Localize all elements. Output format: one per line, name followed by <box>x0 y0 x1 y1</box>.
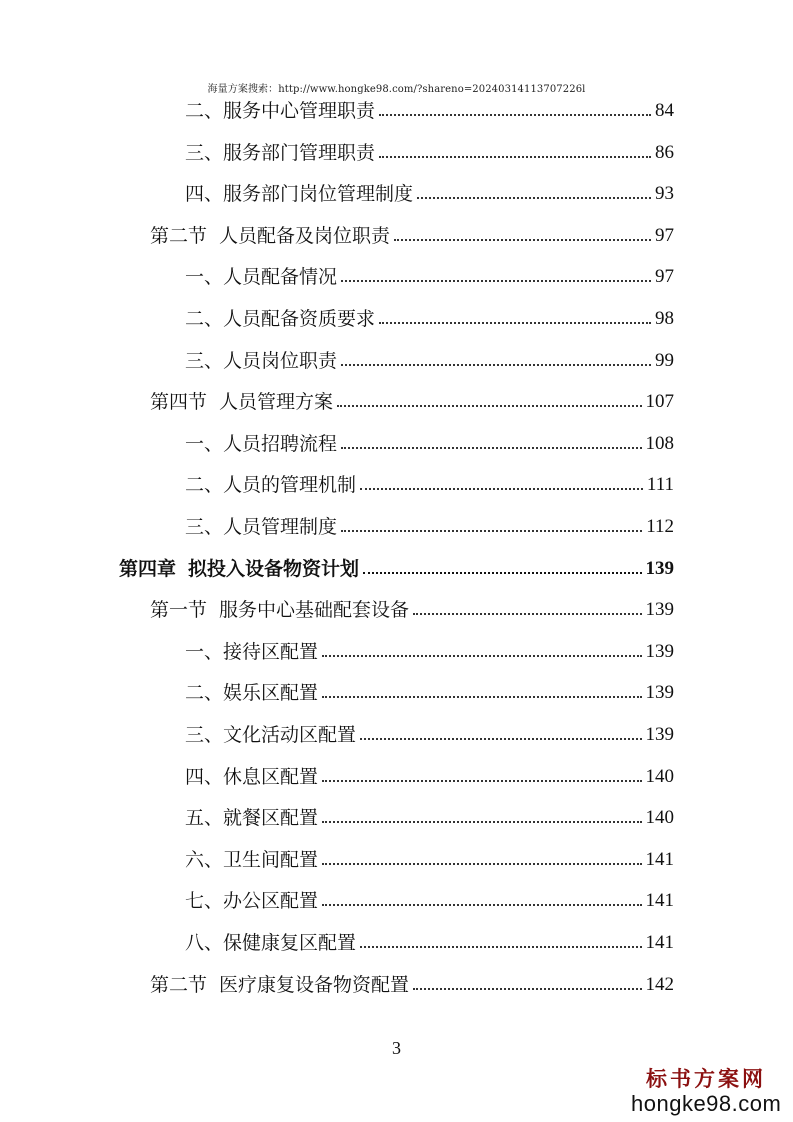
toc-entry-title: 就餐区配置 <box>223 807 319 830</box>
toc-entry-number: 二、 <box>185 100 224 122</box>
toc-entry-page: 141 <box>645 848 674 870</box>
toc-entry-number: 六、 <box>185 848 224 871</box>
toc-entry-title: 服务部门管理职责 <box>223 141 376 164</box>
page-header: 海量方案搜索：http://www.hongke98.com/?shareno=20240314113707226l <box>207 84 586 95</box>
toc-entry-number: 三、 <box>185 349 224 372</box>
toc-dot-leader <box>360 470 643 500</box>
toc-entry[interactable] <box>185 928 674 958</box>
toc-entry-page: 139 <box>645 724 674 745</box>
toc-entry-page: 97 <box>655 266 674 288</box>
toc-entry[interactable] <box>150 595 674 625</box>
watermark-title: 标书方案网 <box>646 1066 766 1091</box>
toc-entry[interactable] <box>185 96 674 126</box>
toc-entry-title: 拟投入设备物资计划 <box>188 557 360 580</box>
toc-entry[interactable] <box>185 304 674 334</box>
toc-entry-page: 139 <box>645 557 674 579</box>
toc-entry-title: 医疗康复设备物资配置 <box>219 973 410 996</box>
toc-entry[interactable] <box>185 678 674 708</box>
toc-entry-number: 第四章 <box>119 557 177 580</box>
toc-entry-page: 139 <box>645 682 674 704</box>
toc-entry-title: 接待区配置 <box>223 640 319 663</box>
toc-dot-leader <box>363 554 641 584</box>
toc-entry-title: 人员招聘流程 <box>223 432 338 455</box>
toc-entry-number: 一、 <box>185 640 224 663</box>
toc-entry-title: 卫生间配置 <box>223 848 319 871</box>
toc-entry-title: 人员管理制度 <box>223 516 338 538</box>
toc-entry-number: 三、 <box>185 516 224 538</box>
toc-entry-number: 八、 <box>185 932 224 954</box>
toc-dot-leader <box>379 138 651 168</box>
toc-entry-title: 娱乐区配置 <box>223 682 319 705</box>
toc-entry-number: 四、 <box>185 183 224 206</box>
toc-entry-number: 二、 <box>185 682 224 705</box>
toc-entry-title: 文化活动区配置 <box>223 724 357 746</box>
toc-entry[interactable] <box>119 554 674 584</box>
toc-entry[interactable] <box>185 179 674 209</box>
toc-entry[interactable] <box>185 470 674 500</box>
toc-entry-page: 142 <box>645 973 674 995</box>
toc-entry-title: 人员管理方案 <box>219 391 334 414</box>
toc-dot-leader <box>341 346 651 376</box>
toc-entry-number: 三、 <box>185 724 224 746</box>
toc-entry[interactable] <box>185 803 674 833</box>
toc-entry[interactable] <box>185 429 674 459</box>
toc-entry-page: 139 <box>645 640 674 662</box>
toc-entry-title: 人员配备资质要求 <box>223 308 376 330</box>
toc-dot-leader <box>360 720 641 750</box>
toc-dot-leader <box>379 304 651 334</box>
page-number: 3 <box>392 1038 401 1058</box>
toc-entry-page: 108 <box>645 432 674 454</box>
toc-dot-leader <box>360 928 641 958</box>
toc-entry[interactable] <box>185 138 674 168</box>
toc-dot-leader <box>322 803 641 833</box>
toc-entry-number: 一、 <box>185 432 224 455</box>
toc-entry-title: 办公区配置 <box>223 890 319 913</box>
toc-dot-leader <box>413 970 641 1000</box>
toc-entry-title: 休息区配置 <box>223 765 319 788</box>
toc-entry[interactable] <box>185 262 674 292</box>
toc-entry[interactable] <box>185 886 674 916</box>
toc-entry-number: 二、 <box>185 308 224 330</box>
watermark-domain: hongke98.com <box>631 1091 782 1116</box>
toc-entry-page: 98 <box>655 308 674 329</box>
toc-entry-page: 141 <box>645 890 674 912</box>
toc-entry[interactable] <box>150 970 674 1000</box>
toc-entry-page: 140 <box>645 807 674 829</box>
watermark-logo <box>631 1066 781 1116</box>
toc-dot-leader <box>322 762 641 792</box>
toc-entry-number: 二、 <box>185 474 224 497</box>
toc-dot-leader <box>341 429 641 459</box>
toc-entry-title: 人员岗位职责 <box>223 349 338 372</box>
toc-dot-leader <box>341 512 642 542</box>
toc-dot-leader <box>394 221 651 251</box>
toc-entry-number: 第二节 <box>150 973 208 996</box>
toc-entry-page: 97 <box>655 224 674 246</box>
toc-entry-number: 第二节 <box>150 224 208 247</box>
toc-entry[interactable] <box>185 512 674 542</box>
toc-entry-page: 93 <box>655 183 674 205</box>
toc-entry-number: 五、 <box>185 807 224 830</box>
toc-entry-title: 服务中心基础配套设备 <box>219 599 410 622</box>
toc-entry-page: 107 <box>645 391 674 413</box>
toc-entry-number: 七、 <box>185 890 224 913</box>
toc-entry-title: 服务中心管理职责 <box>223 100 376 122</box>
toc-dot-leader <box>322 637 641 667</box>
toc-dot-leader <box>322 886 641 916</box>
toc-dot-leader <box>322 845 641 875</box>
toc-entry-title: 服务部门岗位管理制度 <box>223 183 414 206</box>
toc-entry-number: 四、 <box>185 765 224 788</box>
toc-dot-leader <box>322 678 641 708</box>
toc-entry-page: 112 <box>646 516 674 537</box>
toc-entry-page: 86 <box>655 141 674 163</box>
toc-entry[interactable] <box>185 720 674 750</box>
toc-entry-number: 第四节 <box>150 391 208 414</box>
toc-entry[interactable] <box>185 762 674 792</box>
toc-entry-page: 140 <box>645 765 674 787</box>
toc-entry-number: 三、 <box>185 141 224 164</box>
toc-entry[interactable] <box>185 845 674 875</box>
toc-entry-page: 99 <box>655 349 674 371</box>
toc-entry-page: 141 <box>645 932 674 953</box>
toc-entry[interactable] <box>185 346 674 376</box>
toc-entry[interactable] <box>150 387 674 417</box>
toc-dot-leader <box>379 96 651 126</box>
toc-entry-page: 111 <box>646 474 674 496</box>
toc-dot-leader <box>417 179 651 209</box>
toc-entry-title: 人员配备及岗位职责 <box>219 224 391 247</box>
toc-dot-leader <box>337 387 641 417</box>
toc-entry-number: 一、 <box>185 266 224 289</box>
toc-dot-leader <box>341 262 651 292</box>
toc-dot-leader <box>413 595 641 625</box>
toc-entry-title: 人员的管理机制 <box>223 474 357 497</box>
toc-entry-number: 第一节 <box>150 599 208 622</box>
toc-entry-title: 人员配备情况 <box>223 266 338 289</box>
toc-entry-page: 84 <box>655 100 674 121</box>
toc-entry[interactable] <box>150 221 674 251</box>
toc-entry-title: 保健康复区配置 <box>223 932 357 954</box>
toc-entry-page: 139 <box>645 599 674 621</box>
toc-entry[interactable] <box>185 637 674 667</box>
